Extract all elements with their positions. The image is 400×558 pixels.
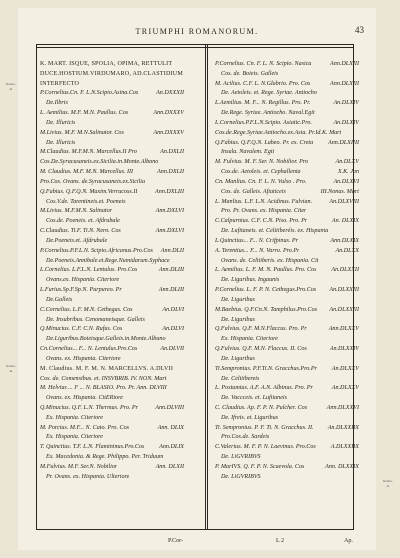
line-text: De. Liguribus. Ingaunis [221,277,280,284]
line-text: De. Vaccceis. et. Lufitaneis [221,395,287,402]
line-text: De. Aetoleis. et. Rege. Syriae. Antiocho [221,90,317,97]
line-text: M.Livius. M.F.M.N. Salinator [40,208,112,215]
line-year: An.DLXXV [331,365,359,372]
text-line [40,188,184,198]
line-text: Q.Minucius. Q.F. L.N. Thermus. Pro. Pr [40,404,139,411]
line-text: M.Livius. M.F. M.N.Salinator. Cos [40,129,124,136]
text-line [215,473,359,483]
text-line [40,168,184,178]
line-text: DUCE.HOSTIUM.VIRDUMARO, AD.CLASTIDIUM [40,70,183,77]
text-line [215,394,359,404]
text-line [215,355,359,365]
text-line [215,158,359,168]
line-year: Ann. DLIX [157,424,184,431]
text-line [40,70,184,80]
line-text: M.Fulvius. M.F. Ser.N. Nobilior [40,463,118,470]
text-line [40,198,184,208]
line-year: III.Nonas. Mart [320,188,359,195]
line-year: An.DLXVIII [329,198,359,205]
line-year: An.DXLII [160,149,184,156]
catchword-right: Ap. [344,538,353,544]
line-year: An.DLVI [162,306,184,313]
text-line [40,355,184,365]
text-line [40,109,184,119]
line-text: Ti.Sempronius. P.F.Ti.N. Gracchus.Pro.Pr [215,365,317,372]
line-text: K. MART. ISQUE, SPOLIA, OPIMA, RETTULIT [40,61,173,67]
line-text: INTERFECTO [40,80,80,87]
text-line [40,276,184,286]
text-line [40,414,184,424]
text-line [215,207,359,217]
text-line [215,296,359,306]
text-line [40,325,184,335]
text-line [40,266,184,276]
text-line [40,178,184,188]
line-text: De. Lufitaneis. et. Celtiiberéis. ex. Hispania [221,228,329,235]
text-line [215,99,359,109]
catchword-left: P.Cor- [168,538,184,544]
right-column [215,60,359,483]
text-line [215,129,359,139]
line-year: Ann.DLXIIII [328,139,359,146]
text-line [40,80,184,90]
bottom-rule [36,529,354,530]
line-text: De. Ifreis. et. Liguribus [221,414,278,421]
line-text: Pro.Cos. Ovans. de.Syracusaneis.ex.Sicilia [40,178,146,185]
text-line [215,257,359,267]
line-text: De.Ilbris [46,100,68,107]
line-text: De. Liguribus [221,316,255,323]
line-year: Ann.DLIII [158,287,184,294]
line-year: Ann. DLXXIX [325,463,359,470]
line-year: Ann.DXLVI [155,208,184,215]
line-year: Ann.DXXXV [153,129,184,136]
line-text: De.Liguribus.Boieisque.Galleis.in.Monte.Albano [46,336,166,343]
text-line [215,168,359,178]
column-divider-b [207,44,208,530]
text-line [40,365,184,375]
line-text: L. Aemilius. L. F. M. N. Paullus. Pro. Cos [215,267,317,274]
text-line [215,375,359,385]
line-year: Ann.DLXIII [330,80,359,87]
line-text: Insula. Navalem. Egit [221,149,275,156]
line-text: Ex. Hispania. Citeriore [221,336,278,343]
text-line [40,473,184,483]
line-year: Ann.DLIX [159,444,184,451]
line-text: Ti. Sempronius. P. F. Ti. N. Gracchus. II. [215,424,314,431]
text-line [215,325,359,335]
line-text: Ovans.ex. Hispania. Citeriore [46,277,120,284]
line-text: P.Cornelius.P.F.L.N. Scipio.Africanus.Pro.Cos [40,247,153,254]
text-line [215,139,359,149]
line-year: Ann.DLII [160,247,184,254]
text-line [40,139,184,149]
text-line [215,80,359,90]
page-header [18,13,376,41]
text-line [215,335,359,345]
text-line [215,148,359,158]
line-text: M.Claudius. M.F.M.N. Marcellus.II Pro [40,149,137,156]
text-line [215,453,359,463]
line-year: X.K. Jan [337,169,359,176]
text-line [215,365,359,375]
header-rule-top [36,44,354,45]
line-text: L. Postumius. A.F. A.N. Albinus. Pro. Pr [215,385,313,392]
text-line [215,198,359,208]
margin-note-left-1: Roma-ni [6,82,16,91]
line-year: An.DLXVI [333,178,359,185]
line-text: M. Claudius. M. F. M. N. MARCELLVS. A.DLVII [40,365,174,372]
text-line [215,433,359,443]
line-year: Ann.DLVIII [155,404,184,411]
text-line [215,345,359,355]
line-text: Cos.De.Syracusaneis.ex.Sicilia.in.Monte.Albano [40,159,159,166]
line-text: De. Insubribus. Cenomaneisque. Galleis [46,316,145,323]
text-line [215,463,359,473]
line-text: De. Illuricis [46,139,76,146]
text-line [215,443,359,453]
line-year: An.DLXXIV [329,346,359,353]
line-text: C.Claudius. Ti.F. Ti.N. Nero. Cos [40,228,121,235]
text-line [40,129,184,139]
line-text: Cn. Manlius. Cn. F. L. N. Vulso . Pro. [215,178,307,185]
line-text: Cos. de. Galleis. Afiaticeis [221,188,286,195]
line-text: P.Cornelius.Cn. F. L.N.Scipio.Asina.Cos [40,90,139,97]
text-line [215,227,359,237]
line-text: L.Quinctius... F... N. Crifpinus. Pr [215,237,299,244]
text-line [215,178,359,188]
text-line [215,384,359,394]
line-text: L. Manlius. L.F. L.N. Acidinus. Fulvian. [215,198,313,205]
line-year: An.DLXV [335,159,359,166]
text-line [40,247,184,257]
line-text: L.Cornelius. L.F.L.N. Lentulus. Pro.Cos [40,267,138,274]
text-line [40,394,184,404]
line-text: Pro.Cos.de. Sardeis [221,434,270,441]
line-text: Pr. Ovans. ex. Hispania. Ulteriore [46,473,130,480]
text-line [215,404,359,414]
line-year: An.DLVI [162,326,184,333]
line-year: Ann.DXLIII [155,188,184,195]
line-text: De.Rege. Syriae. Antiocho. Naval.Egit [221,110,315,117]
margin-note-right-1: Roma-ni [383,479,393,488]
line-text: C. Claudius. Ap. F. P. N. Pulcher. Cos [215,404,308,411]
line-year: Ann.DXLII [157,169,184,176]
line-text: Pro. Pr. Ovans. ex. Hispania. Citer [221,208,307,215]
text-line [40,443,184,453]
text-line [40,424,184,434]
line-year: An.DLXX [335,247,359,254]
line-text: L.Aemilius. M. F... N. Regillus. Pro. Pr. [215,100,311,107]
text-line [215,286,359,296]
line-text: P.Cornelius. L. F. P. N. Cethegus.Pro.Cos [215,287,317,294]
line-text: T. Quinctius. T.F. L.N. Flamininus.Pro.Cos [40,444,145,451]
line-year: An.DLXXIII [329,287,359,294]
text-line [40,463,184,473]
column-divider-a [205,44,206,530]
line-year: An.DLXXIIX [327,424,359,431]
line-text: Q.Fulvius. Q.F. M.N.Flaccus. Pro. Pr [215,326,307,333]
left-column [40,60,184,483]
line-text: De. Liguribus [221,296,255,303]
text-line [40,148,184,158]
line-text: Ovans. ex. Hispania. CitERiore [46,395,123,402]
text-line [215,70,359,80]
line-year: An.DLXXII [331,267,359,274]
text-line [215,109,359,119]
line-text: De. LiGVRIBVS [221,473,261,480]
text-line [40,257,184,267]
text-line [215,414,359,424]
line-text: P.Cornelius. Cn. F. L. N. Scipio. Nasica [215,61,312,67]
text-line [215,237,359,247]
line-text: M. Fulvius. M. F. Ser. N. Nobilior. Pro [215,159,309,166]
signature-mark: L 2 [276,538,284,544]
text-line [215,316,359,326]
line-year: An.DLVII [160,346,184,353]
line-text: De. Liguribus [221,355,255,362]
line-year: Ann. DLXII [155,463,184,470]
line-year: An. DLXIX [331,218,359,225]
line-year: Ann.DXXXV [153,110,184,117]
text-line [215,119,359,129]
line-year: Ann.DLXXVI [326,404,359,411]
line-year: Ann.DLXIX [330,237,359,244]
line-text: Ovans. de. Celtiiberis. ex. Hispania. Cit [221,257,319,264]
text-line [215,217,359,227]
line-year: An.DLXIV [333,119,359,126]
text-line [40,60,184,70]
line-year: An.DXXXII [156,90,184,97]
text-line [40,384,184,394]
text-line [40,99,184,109]
text-line [40,345,184,355]
text-line [40,217,184,227]
text-line [40,335,184,345]
line-text: De.Galleis [46,296,73,303]
line-text: Cos.de. Aetoleis. et. Cephallenia [221,169,301,176]
line-text: Cos. de. Comensibus. et. INSVBRIB. IV. NON. Mart [40,375,167,382]
margin-note-left-2: Roma-ni [6,364,16,373]
line-year: Ann.DLIII [158,267,184,274]
text-line [40,296,184,306]
text-line [215,188,359,198]
line-text: Ovans. ex. Hispania. Citeriore [46,355,121,362]
text-line [40,404,184,414]
line-text: C.Calpurnius. C.F. C.N. Piso. Pro. Pr [215,218,308,225]
line-text: Q.Fabius. Q.F.Q.N. Labeo. Pr. ex. Creta [215,139,314,146]
line-text: Ex. Hispania. Citeriore [46,414,103,421]
line-text: Cn.Cornelius... F... N. Lentulus.Pro.Cos [40,346,138,353]
text-line [215,89,359,99]
text-line [40,316,184,326]
line-text: A. Terentius... F... N. Varro. Pro.Pr [215,247,300,254]
line-text: Q.Minucius. C.F. C.N. Rufus. Cos [40,326,123,333]
line-text: M. Claudius. M.F. M.N. Marcellus. III [40,169,134,176]
text-line [40,158,184,168]
text-line [40,306,184,316]
line-text: P. MarIVS. Q. F. P. N. Scaevola. Cos [215,463,305,470]
line-text: Ex. Hispania. Citeriore [46,434,103,441]
line-year: A.DLXXIIX [330,444,359,451]
text-line [215,266,359,276]
line-text: Cos.de. Poeneis. et. Afdrubale [46,218,120,225]
line-text: M.Baebius. Q.F.Cn.N. Tamphilus.Pro.Cos [215,306,318,313]
text-line [215,306,359,316]
line-text: Cos. de. Boieis. Galleis [221,70,279,77]
line-text: De.Poeneis.Annibale.et.Rege.Numidarum.Syphace [46,257,170,264]
line-text: L. Aemilius. M.F. M.N. Paullus. Cos [40,110,129,117]
text-line [40,453,184,463]
text-line [215,276,359,286]
text-line [40,286,184,296]
text-line [40,375,184,385]
text-line [40,89,184,99]
line-year: Ann.DLXIII [330,61,359,67]
text-line [40,227,184,237]
line-text: M. Porcius. M.F... N. Cato. Pro. Cos [40,424,129,431]
running-title: TRIUMPHI ROMANORUM. [135,27,259,36]
line-year: Ann.DXLVI [155,228,184,235]
line-text: De. Illuricis [46,119,76,126]
page-number: 43 [355,25,364,35]
line-text: M. Helvius ... F ... N. BLASIO. Pro. Pr. Ann. DLVIII [40,385,167,392]
line-text: Q.Fabius. Q.F.Q.N. Maxim.Verrucoss.II [40,188,138,195]
line-text: C.Cornelius. L.F. M.N. Cethegus. Cos [40,306,133,313]
line-year: Ann.DLXXV [328,326,359,333]
line-text: Cos.V.de. Tarentineis.et. Poeneis [46,198,126,205]
line-text: Q.Fulvius. Q.F. M.N. Flaccus. II. Cos [215,346,307,353]
text-line [215,60,359,70]
line-text: De.Poeneis.et. Afdrubale [46,237,108,244]
line-year: An.DLXIV [333,100,359,107]
text-line [215,247,359,257]
line-text: L.Cornelius.P.F.L.N.Scipio. Asiatic.Pro. [215,119,312,126]
text-line [40,237,184,247]
text-line [40,207,184,217]
line-text: C.Valerius. M. F. P. N. Laevinus. Pro.Cos [215,444,316,451]
line-text: L.Furius.Sp.F.Sp.N. Purpureo. Pr [40,287,122,294]
line-text: M. Acilius. C.F. L. N.Glabrio. Pro. Cos [215,80,311,87]
left-border-rule [36,44,37,530]
line-text: Ex. Macedonia. & Rege. Philippo. Per. Triduum [46,454,164,461]
line-year: An.DLXXV [331,385,359,392]
text-line [40,119,184,129]
line-year: An.DLXXIII [329,306,359,313]
line-text: De. LiGVRIBVS [221,454,261,461]
line-text: Cos.de.Rege.Syriae.Antiocho.ex.Asia. Pr.Id.K. Mart [215,129,342,136]
text-line [40,433,184,443]
line-text: De. Celtiibereis [221,375,260,382]
text-line [215,424,359,434]
